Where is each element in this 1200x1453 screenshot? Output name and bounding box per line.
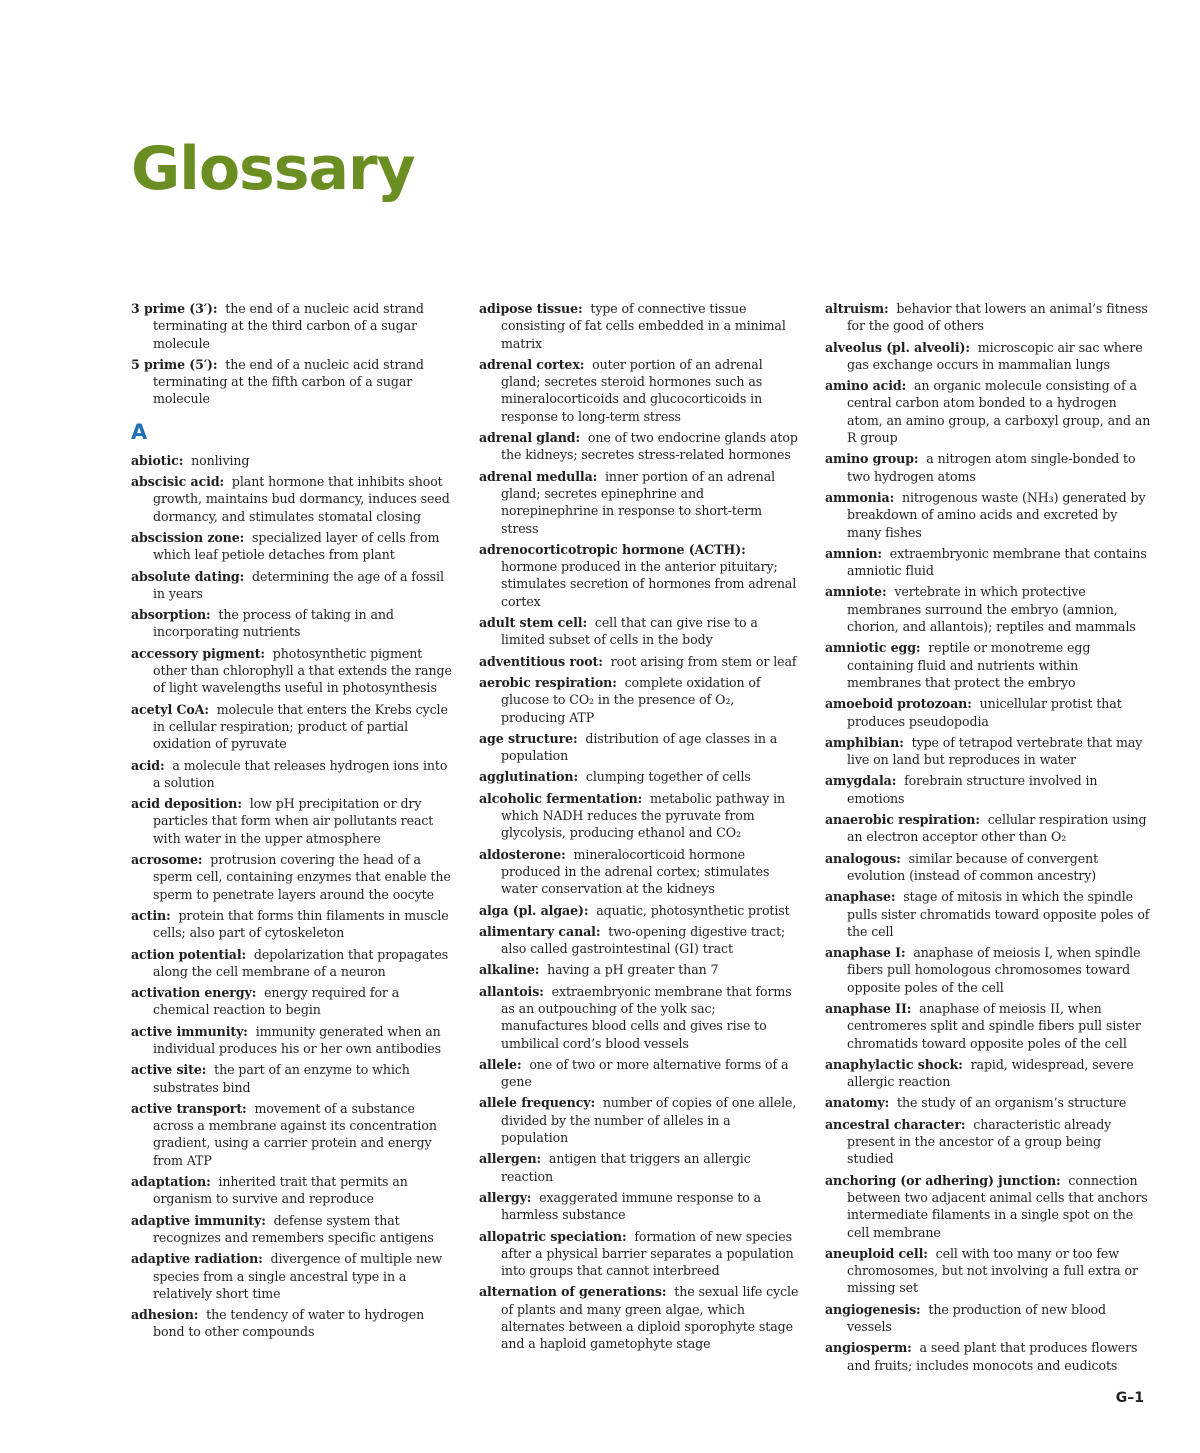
- glossary-term: anaphase:: [825, 889, 896, 905]
- glossary-term: altruism:: [825, 301, 889, 316]
- glossary-entry: [479, 730, 801, 765]
- glossary-term: adipose tissue:: [479, 301, 583, 316]
- glossary-definition: type of connective tissue consisting of fat cells embedded in a minimal matrix: [501, 301, 786, 351]
- glossary-entry: [131, 1061, 453, 1096]
- glossary-term: abiotic:: [131, 452, 184, 468]
- glossary-entry: [825, 1172, 1151, 1241]
- glossary-definition: protein that forms thin filaments in muscle cells; also part of cytoskeleton: [153, 907, 449, 941]
- glossary-term: abscission zone:: [131, 529, 245, 545]
- glossary-term: alveolus (pl. alveoli):: [825, 339, 970, 355]
- glossary-definition: rapid, widespread, severe allergic reaction: [847, 1056, 1134, 1090]
- glossary-entry: [479, 961, 801, 978]
- glossary-entry: [131, 907, 453, 942]
- glossary-entry: [825, 772, 1151, 807]
- glossary-entry: [131, 300, 453, 352]
- glossary-definition: movement of a substance across a membrane against its concentration gradient, using a carrier protein and energy from ATP: [153, 1100, 437, 1168]
- glossary-definition: inherited trait that permits an organism to survive and reproduce: [153, 1174, 408, 1207]
- glossary-term: alcoholic fermentation:: [479, 790, 643, 806]
- glossary-definition: a nitrogen atom single-bonded to two hydrogen atoms: [847, 451, 1136, 484]
- glossary-entry: [479, 1283, 801, 1352]
- glossary-entry: [131, 1250, 453, 1302]
- glossary-definition: characteristic already present in the ancestor of a group being studied: [847, 1116, 1112, 1167]
- glossary-definition: the end of a nucleic acid strand terminating at the third carbon of a sugar molecule: [153, 301, 424, 351]
- glossary-entry: [479, 983, 801, 1052]
- glossary-entry: [479, 1189, 801, 1224]
- glossary-term: allergen:: [479, 1151, 542, 1167]
- glossary-definition: determining the age of a fossil in years: [153, 568, 444, 601]
- glossary-definition: type of tetrapod vertebrate that may live on land but reproduces in water: [847, 734, 1143, 768]
- section-letter-heading: A: [131, 419, 148, 444]
- glossary-term: adrenal gland:: [479, 430, 581, 446]
- glossary-entry: [131, 851, 453, 903]
- glossary-term: anaerobic respiration:: [825, 812, 980, 828]
- glossary-term: anaphylactic shock:: [825, 1056, 963, 1072]
- glossary-term: allantois:: [479, 983, 544, 999]
- glossary-term: aerobic respiration:: [479, 674, 617, 690]
- glossary-definition: aquatic, photosynthetic protist: [596, 902, 790, 918]
- glossary-definition: one of two or more alternative forms of a gene: [501, 1056, 789, 1090]
- glossary-term: acid deposition:: [131, 796, 242, 812]
- glossary-definition: anaphase of meiosis I, when spindle fibers pull homologous chromosomes toward opposite poles of the cell: [847, 945, 1141, 995]
- glossary-term: adrenocorticotropic hormone (ACTH):: [479, 541, 746, 557]
- glossary-definition: the part of an enzyme to which substrates bind: [153, 1062, 410, 1095]
- glossary-entry: [825, 1000, 1151, 1052]
- glossary-entry: [479, 356, 801, 425]
- glossary-term: anchoring (or adhering) junction:: [825, 1172, 1061, 1188]
- glossary-definition: plant hormone that inhibits shoot growth, maintains bud dormancy, induces seed dormancy, and stimulates stomatal closing: [153, 474, 450, 524]
- glossary-entry: [479, 846, 801, 898]
- glossary-definition: specialized layer of cells from which leaf petiole detaches from plant: [153, 529, 440, 563]
- glossary-entry: [479, 1056, 801, 1091]
- glossary-term: absolute dating:: [131, 568, 245, 584]
- glossary-definition: a molecule that releases hydrogen ions into a solution: [153, 757, 448, 790]
- glossary-definition: hormone produced in the anterior pituitary; stimulates secretion of hormones from adrenal cortex: [501, 559, 797, 609]
- glossary-entry: [825, 1056, 1151, 1091]
- glossary-entry: [825, 695, 1151, 730]
- glossary-definition: vertebrate in which protective membranes surround the embryo (amnion, chorion, and allantois); reptiles and mammals: [847, 584, 1136, 635]
- glossary-term: aldosterone:: [479, 846, 566, 862]
- page-number: G–1: [1115, 1390, 1144, 1406]
- glossary-definition: cell that can give rise to a limited subset of cells in the body: [501, 615, 758, 648]
- glossary-entry: [479, 1150, 801, 1185]
- glossary-definition: formation of new species after a physical barrier separates a population into groups that cannot interbreed: [501, 1228, 794, 1279]
- glossary-definition: outer portion of an adrenal gland; secretes steroid hormones such as mineralocorticoids and glucocorticoids in response to long-term stress: [501, 356, 763, 424]
- glossary-definition: anaphase of meiosis II, when centromeres split and spindle fibers pull sister chromatids toward opposite poles of the cell: [847, 1000, 1141, 1051]
- glossary-definition: nonliving: [191, 452, 250, 468]
- glossary-entry: [479, 1094, 801, 1146]
- glossary-definition: clumping together of cells: [585, 769, 751, 785]
- glossary-definition: molecule that enters the Krebs cycle in cellular respiration; product of partial oxidation of pyruvate: [153, 701, 448, 752]
- glossary-term: anaphase II:: [825, 1000, 912, 1016]
- glossary-definition: one of two endocrine glands atop the kidneys; secretes stress-related hormones: [501, 430, 798, 463]
- glossary-definition: reptile or monotreme egg containing fluid and nutrients within membranes that protect the embryo: [847, 640, 1091, 690]
- glossary-definition: complete oxidation of glucose to CO₂ in the presence of O₂, producing ATP: [501, 674, 761, 725]
- glossary-term: alkaline:: [479, 962, 540, 978]
- glossary-definition: distribution of age classes in a population: [501, 730, 778, 764]
- glossary-term: amino acid:: [825, 378, 907, 394]
- glossary-entry: [131, 757, 453, 792]
- glossary-entry: [479, 768, 801, 785]
- glossary-definition: the study of an organism’s structure: [897, 1095, 1127, 1111]
- glossary-entry: [825, 489, 1151, 541]
- glossary-term: amphibian:: [825, 734, 904, 750]
- glossary-term: allopatric speciation:: [479, 1228, 627, 1244]
- glossary-definition: the production of new blood vessels: [847, 1301, 1106, 1335]
- glossary-entry: [825, 1339, 1151, 1374]
- glossary-entry: [131, 606, 453, 641]
- glossary-entry: [479, 902, 801, 919]
- glossary-term: amygdala:: [825, 773, 897, 789]
- glossary-entry: [131, 529, 453, 564]
- glossary-term: abscisic acid:: [131, 474, 225, 490]
- glossary-entry: [131, 452, 453, 469]
- glossary-term: amniotic egg:: [825, 640, 921, 656]
- glossary-term: alimentary canal:: [479, 923, 601, 939]
- glossary-term: amnion:: [825, 545, 882, 561]
- glossary-term: acrosome:: [131, 852, 203, 868]
- glossary-definition: protrusion covering the head of a sperm cell, containing enzymes that enable the sperm to penetrate layers around the oocyte: [153, 852, 451, 902]
- glossary-definition: the end of a nucleic acid strand terminating at the fifth carbon of a sugar molecule: [153, 356, 424, 407]
- glossary-term: absorption:: [131, 607, 211, 623]
- glossary-term: activation energy:: [131, 985, 257, 1001]
- glossary-entry: [479, 541, 801, 610]
- glossary-entry: [479, 468, 801, 537]
- glossary-definition: number of copies of one allele, divided by the number of alleles in a population: [501, 1095, 797, 1146]
- glossary-entry: [825, 300, 1151, 335]
- glossary-definition: microscopic air sac where gas exchange occurs in mammalian lungs: [847, 339, 1143, 372]
- glossary-entry: [131, 645, 453, 697]
- glossary-definition: an organic molecule consisting of a central carbon atom bonded to a hydrogen atom, an amino group, a carboxyl group, and an R group: [847, 378, 1151, 446]
- glossary-definition: the tendency of water to hydrogen bond to other compounds: [153, 1307, 425, 1340]
- glossary-term: acid:: [131, 757, 165, 773]
- glossary-entry: [131, 946, 453, 981]
- glossary-definition: photosynthetic pigment other than chlorophyll a that extends the range of light wavelengths useful in photosynthesis: [153, 645, 452, 696]
- glossary-definition: immunity generated when an individual produces his or her own antibodies: [153, 1023, 442, 1056]
- glossary-term: angiosperm:: [825, 1340, 912, 1356]
- glossary-definition: exaggerated immune response to a harmless substance: [501, 1189, 762, 1223]
- glossary-entry: [825, 639, 1151, 691]
- glossary-term: anatomy:: [825, 1095, 890, 1111]
- glossary-definition: root arising from stem or leaf: [610, 653, 797, 669]
- glossary-term: ancestral character:: [825, 1116, 966, 1132]
- glossary-entry: [825, 944, 1151, 996]
- glossary-term: accessory pigment:: [131, 645, 265, 661]
- glossary-definition: divergence of multiple new species from a single ancestral type in a relatively short time: [153, 1251, 443, 1301]
- glossary-entry: [131, 984, 453, 1019]
- glossary-term: adaptation:: [131, 1174, 211, 1190]
- glossary-term: active immunity:: [131, 1023, 248, 1039]
- glossary-term: allergy:: [479, 1189, 532, 1205]
- glossary-definition: cellular respiration using an electron acceptor other than O₂: [847, 812, 1147, 845]
- glossary-term: angiogenesis:: [825, 1301, 921, 1317]
- glossary-term: allele frequency:: [479, 1095, 596, 1111]
- glossary-definition: similar because of convergent evolution (instead of common ancestry): [847, 850, 1099, 883]
- glossary-term: allele:: [479, 1056, 522, 1072]
- glossary-entry: [131, 473, 453, 525]
- glossary-entry: [825, 734, 1151, 769]
- glossary-entry: [131, 1212, 453, 1247]
- glossary-entry: [479, 923, 801, 958]
- glossary-entry: [825, 888, 1151, 940]
- glossary-definition: defense system that recognizes and remembers specific antigens: [153, 1212, 434, 1245]
- glossary-entry: [479, 614, 801, 649]
- glossary-term: adventitious root:: [479, 653, 603, 669]
- glossary-term: alga (pl. algae):: [479, 902, 589, 918]
- glossary-term: adrenal medulla:: [479, 468, 598, 484]
- glossary-term: actin:: [131, 907, 171, 923]
- glossary-entry: [479, 1228, 801, 1280]
- glossary-term: 5 prime (5′):: [131, 356, 218, 372]
- glossary-definition: cell with too many or too few chromosomes, but not involving a full extra or missing set: [847, 1245, 1138, 1296]
- glossary-term: acetyl CoA:: [131, 701, 209, 717]
- glossary-definition: having a pH greater than 7: [547, 962, 719, 978]
- glossary-definition: unicellular protist that produces pseudopodia: [847, 696, 1122, 729]
- glossary-definition: stage of mitosis in which the spindle pulls sister chromatids toward opposite poles of the cell: [847, 889, 1150, 939]
- glossary-entry: [479, 653, 801, 670]
- glossary-entry: [131, 795, 453, 847]
- glossary-definition: the sexual life cycle of plants and many green algae, which alternates between a diploid sporophyte stage and a haploid gametophyte stage: [501, 1284, 799, 1352]
- glossary-entry: [131, 356, 453, 408]
- glossary-term: anaphase I:: [825, 945, 906, 961]
- glossary-entry: [825, 1116, 1151, 1168]
- glossary-entry: [825, 850, 1151, 885]
- glossary-term: active transport:: [131, 1100, 247, 1116]
- glossary-term: adrenal cortex:: [479, 356, 585, 372]
- glossary-entry: [479, 674, 801, 726]
- glossary-term: amniote:: [825, 584, 887, 600]
- glossary-term: adhesion:: [131, 1307, 199, 1323]
- glossary-entry: [479, 429, 801, 464]
- glossary-entry: [479, 790, 801, 842]
- glossary-definition: extraembryonic membrane that contains amniotic fluid: [847, 545, 1147, 579]
- glossary-definition: low pH precipitation or dry particles that form when air pollutants react with water in the upper atmosphere: [153, 796, 434, 846]
- glossary-term: 3 prime (3′):: [131, 301, 218, 316]
- glossary-entry: [825, 811, 1151, 846]
- glossary-entry: [825, 1094, 1151, 1111]
- glossary-entry: [825, 450, 1151, 485]
- glossary-definition: antigen that triggers an allergic reaction: [501, 1151, 751, 1184]
- glossary-term: adaptive immunity:: [131, 1212, 266, 1228]
- glossary-definition: forebrain structure involved in emotions: [847, 773, 1098, 806]
- glossary-definition: depolarization that propagates along the cell membrane of a neuron: [153, 946, 449, 979]
- glossary-column-1: [131, 300, 453, 1345]
- glossary-entry: [131, 1023, 453, 1058]
- glossary-column-3: [825, 300, 1151, 1378]
- glossary-term: active site:: [131, 1062, 207, 1078]
- glossary-definition: a seed plant that produces flowers and fruits; includes monocots and eudicots: [847, 1340, 1138, 1373]
- glossary-definition: connection between two adjacent animal cells that anchors intermediate filaments in a single spot on the cell membrane: [847, 1172, 1148, 1240]
- glossary-term: aneuploid cell:: [825, 1245, 928, 1261]
- glossary-entry: [131, 1173, 453, 1208]
- glossary-entry: [131, 1306, 453, 1341]
- glossary-definition: behavior that lowers an animal’s fitness for the good of others: [847, 301, 1148, 334]
- glossary-term: adaptive radiation:: [131, 1251, 263, 1267]
- glossary-entry: [131, 1100, 453, 1169]
- glossary-term: age structure:: [479, 730, 578, 746]
- glossary-column-2: [479, 300, 801, 1357]
- glossary-term: amino group:: [825, 451, 919, 467]
- glossary-term: agglutination:: [479, 769, 579, 785]
- glossary-definition: energy required for a chemical reaction to begin: [153, 985, 400, 1018]
- glossary-term: ammonia:: [825, 489, 895, 505]
- glossary-entry: [825, 377, 1151, 446]
- glossary-definition: nitrogenous waste (NH₃) generated by breakdown of amino acids and excreted by many fishes: [847, 489, 1146, 540]
- glossary-entry: [825, 583, 1151, 635]
- glossary-definition: metabolic pathway in which NADH reduces the pyruvate from glycolysis, producing ethanol and CO₂: [501, 790, 786, 841]
- glossary-term: alternation of generations:: [479, 1284, 667, 1300]
- glossary-definition: inner portion of an adrenal gland; secretes epinephrine and norepinephrine in response to short-term stress: [501, 468, 776, 536]
- glossary-term: action potential:: [131, 946, 247, 962]
- glossary-definition: extraembryonic membrane that forms as an outpouching of the yolk sac; manufactures blood cells and gives rise to umbilical cord’s blood vessels: [501, 983, 792, 1051]
- glossary-entry: [825, 545, 1151, 580]
- glossary-definition: the process of taking in and incorporating nutrients: [153, 607, 394, 640]
- glossary-term: adult stem cell:: [479, 615, 588, 631]
- glossary-entry: [825, 1301, 1151, 1336]
- page-title: Glossary: [131, 134, 415, 204]
- glossary-definition: two-opening digestive tract; also called gastrointestinal (GI) tract: [501, 923, 786, 957]
- glossary-entry: [131, 701, 453, 753]
- glossary-entry: [825, 339, 1151, 374]
- glossary-term: analogous:: [825, 850, 901, 866]
- glossary-entry: [479, 300, 801, 352]
- glossary-definition: mineralocorticoid hormone produced in the adrenal cortex; stimulates water conservation at the kidneys: [501, 846, 770, 897]
- glossary-entry: [825, 1245, 1151, 1297]
- glossary-term: amoeboid protozoan:: [825, 696, 972, 712]
- glossary-entry: [131, 568, 453, 603]
